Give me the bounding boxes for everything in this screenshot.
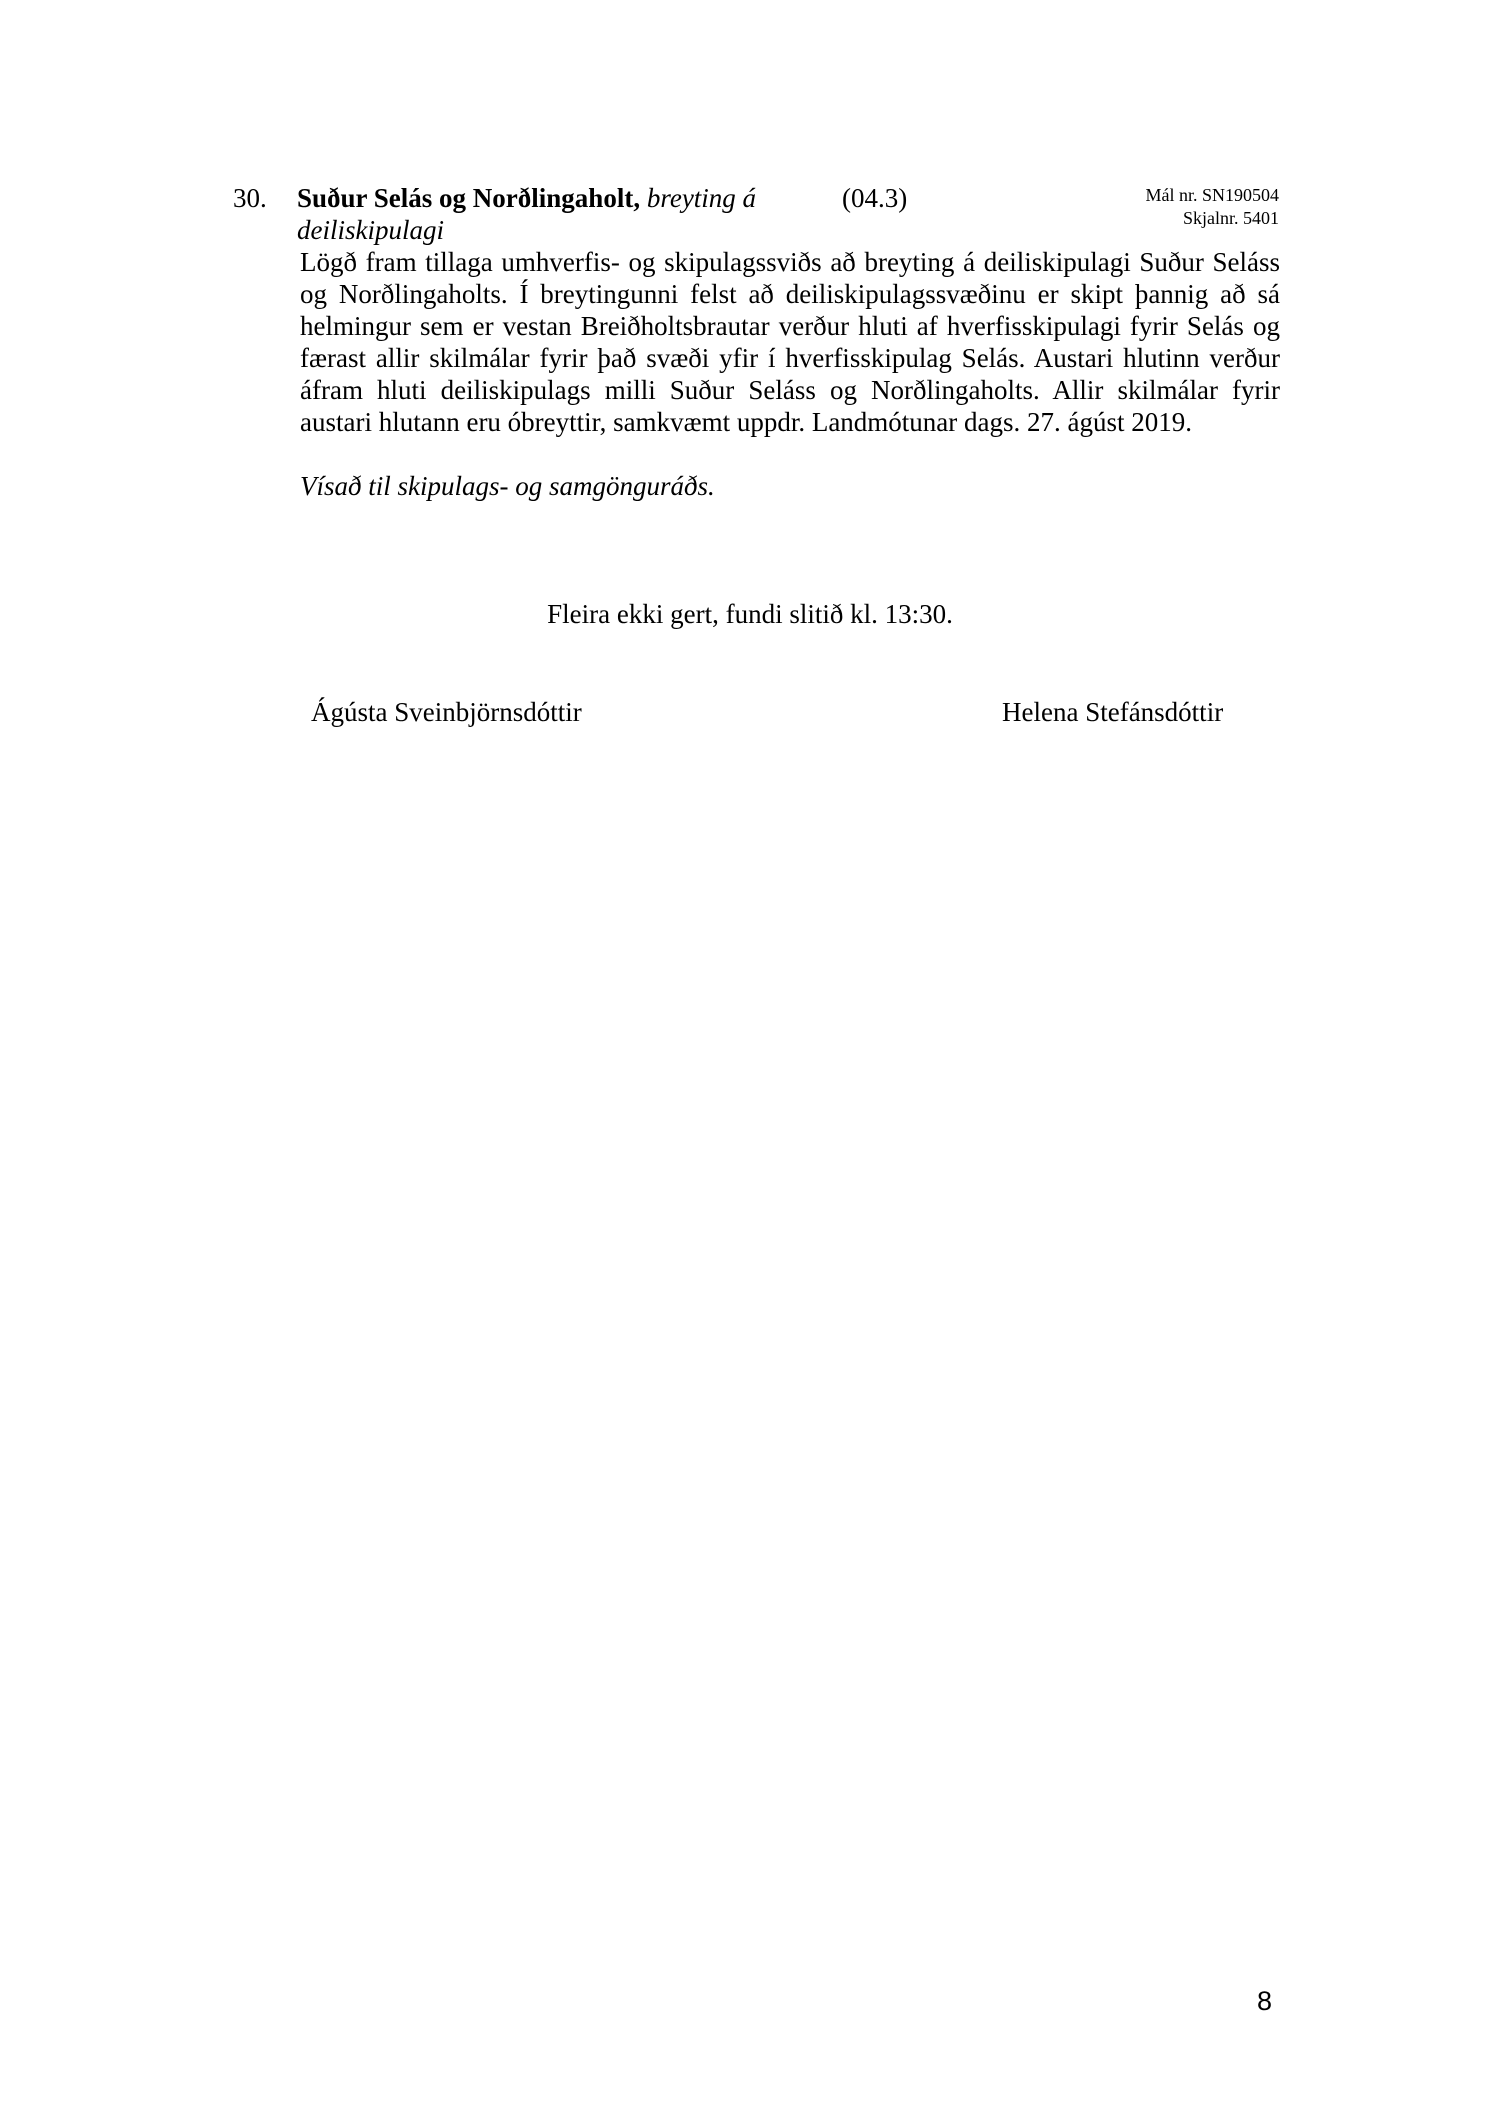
item-body: Lögð fram tillaga umhverfis- og skipulagssviðs að breyting á deiliskipulagi Suður Seláss og Norðlingaholts. Í breytingunni felst að deiliskipulagssvæðinu er skipt þannig að sá helmingur sem er vestan Breiðholtsbrautar verður hluti af hverfisskipulagi fyrir Selás og færast allir skilmálar fyrir það svæði yfir í hverfisskipulag Selás. Austari hlutinn verður áfram hluti deiliskipulags milli Suður Seláss og Norðlingaholts. Allir skilmálar fyrir austari hlutann eru óbreyttir, samkvæmt uppdr. Landmótunar dags. 27. ágúst 2019.: [300, 247, 1280, 437]
meeting-closing: Fleira ekki gert, fundi slitið kl. 13:30.: [547, 599, 953, 629]
signature-left: Ágústa Sveinbjörnsdóttir: [311, 697, 582, 727]
item-heading: [297, 182, 807, 246]
page-number: 8: [1257, 1986, 1273, 2016]
signature-right: Helena Stefánsdóttir: [1002, 697, 1224, 727]
item-code: (04.3): [842, 183, 908, 213]
item-number: 30.: [233, 183, 267, 213]
item-subtitle: breyting á deiliskipulagi: [297, 183, 757, 245]
case-number: Mál nr. SN190504: [1145, 185, 1279, 205]
file-number: Skjalnr. 5401: [1182, 208, 1279, 228]
item-title: Suður Selás og Norðlingaholt,: [297, 183, 641, 213]
item-referral: Vísað til skipulags- og samgönguráðs.: [300, 471, 715, 501]
case-meta: [1145, 184, 1279, 230]
